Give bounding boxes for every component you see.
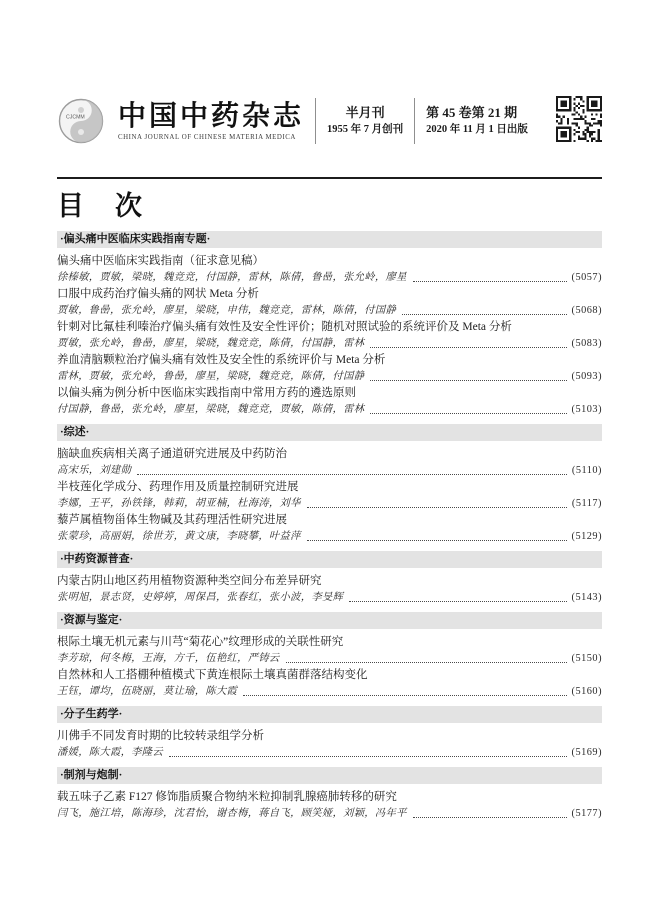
masthead-divider <box>315 98 316 144</box>
article-meta-row <box>57 270 602 287</box>
article-authors: 张明旭，景志贤，史婷婷，周保昌，张春红，张小波，李旻辉 <box>57 591 344 603</box>
dot-leader <box>237 684 571 701</box>
section-header-bar <box>57 706 602 723</box>
article-authors: 徐榛敏，贾敏，梁晓，魏竞竞，付国静，雷林，陈倩，鲁喦，张允岭，廖星 <box>57 271 407 283</box>
article-title: 偏头痛中医临床实践指南（征求意见稿） <box>57 255 264 267</box>
journal-title-en: CHINA JOURNAL OF CHINESE MATERIA MEDICA <box>118 133 296 141</box>
dot-leader <box>163 745 572 762</box>
article-meta-row <box>57 745 602 762</box>
dot-leader <box>407 270 572 287</box>
section-header-bar <box>57 231 602 248</box>
article-title: 载五味子乙素 F127 修饰脂质聚合物纳米粒抑制乳腺癌肺转移的研究 <box>57 791 397 803</box>
article-title: 内蒙古阴山地区药用植物资源种类空间分布差异研究 <box>57 575 322 587</box>
article-page-number: (5169) <box>571 746 602 758</box>
article-page-number: (5103) <box>571 403 602 415</box>
toc-section <box>57 551 602 606</box>
article-title: 根际土壤无机元素与川芎“菊花心”纹理形成的关联性研究 <box>57 636 344 648</box>
toc-section <box>57 424 602 545</box>
toc-entry <box>57 352 602 385</box>
toc-section <box>57 231 602 418</box>
article-page-number: (5177) <box>571 807 602 819</box>
article-meta-row <box>57 369 602 386</box>
dot-leader <box>396 303 571 320</box>
frequency-block <box>327 104 403 138</box>
article-title: 脑缺血疾病相关离子通道研究进展及中药防治 <box>57 448 287 460</box>
article-meta-row <box>57 590 602 607</box>
section-label: ·偏头痛中医临床实践指南专题· <box>60 233 211 245</box>
article-meta-row <box>57 402 602 419</box>
article-authors: 高宋乐，刘建勋 <box>57 464 132 476</box>
article-page-number: (5083) <box>571 337 602 349</box>
section-entries <box>57 634 602 700</box>
section-header-bar <box>57 424 602 441</box>
article-authors: 付国静，鲁喦，张允岭，廖星，梁晓，魏竞竞，贾敏，陈倩，雷林 <box>57 403 365 415</box>
frequency-label: 半月刊 <box>345 105 385 120</box>
section-entries <box>57 728 602 761</box>
section-entries <box>57 253 602 418</box>
article-title: 川佛手不同发育时期的比较转录组学分析 <box>57 730 264 742</box>
dot-leader <box>364 402 571 419</box>
article-authors: 李娜，王平，孙铁锋，韩莉，胡亚楠，杜海涛，刘华 <box>57 497 301 509</box>
section-label: ·制剂与炮制· <box>60 769 123 781</box>
toc-entry <box>57 789 602 822</box>
dot-leader <box>343 590 571 607</box>
toc-entry <box>57 634 602 667</box>
dot-leader <box>364 336 571 353</box>
section-label: ·中药资源普查· <box>60 553 134 565</box>
toc-entry <box>57 253 602 286</box>
journal-logo-yinyang-icon <box>57 97 105 145</box>
toc-entry <box>57 573 602 606</box>
section-entries <box>57 573 602 606</box>
article-authors: 张蒙珍，高丽娟，徐世芳，黄文康，李晓攀，叶益萍 <box>57 530 301 542</box>
article-page-number: (5150) <box>571 652 602 664</box>
article-title: 养血清脑颗粒治疗偏头痛有效性及安全性的系统评价与 Meta 分析 <box>57 354 386 366</box>
issue-block <box>426 104 528 138</box>
masthead-divider <box>414 98 415 144</box>
article-page-number: (5093) <box>571 370 602 382</box>
article-meta-row <box>57 496 602 513</box>
toc-entry <box>57 385 602 418</box>
article-page-number: (5129) <box>571 530 602 542</box>
article-page-number: (5143) <box>571 591 602 603</box>
article-page-number: (5068) <box>571 304 602 316</box>
article-title: 针刺对比氟桂利嗪治疗偏头痛有效性及安全性评价；随机对照试验的系统评价及 Meta 分析 <box>57 321 512 333</box>
issue-label: 第 45 卷第 21 期 <box>426 105 518 120</box>
logo-text: CJCMM <box>66 114 85 121</box>
article-page-number: (5117) <box>571 497 602 509</box>
article-meta-row <box>57 806 602 823</box>
toc-heading: 目 次 <box>57 191 144 221</box>
article-meta-row <box>57 336 602 353</box>
section-label: ·资源与鉴定· <box>60 614 123 626</box>
toc-entry <box>57 667 602 700</box>
article-authors: 闫飞，施江培，陈海珍，沈君怡，谢杏梅，蒋自飞，顾笑娅，刘颖，冯年平 <box>57 807 407 819</box>
article-title: 以偏头痛为例分析中医临床实践指南中常用方药的遴选原则 <box>57 387 356 399</box>
section-label: ·分子生药学· <box>60 708 123 720</box>
dot-leader <box>407 806 572 823</box>
section-entries <box>57 789 602 822</box>
article-title: 自然林和人工搭棚种植模式下黄连根际土壤真菌群落结构变化 <box>57 669 368 681</box>
toc-entry <box>57 728 602 761</box>
article-authors: 雷林，贾敏，张允岭，鲁喦，廖星，梁晓，魏竞竞，陈倩，付国静 <box>57 370 365 382</box>
toc-section <box>57 767 602 822</box>
pub-date-label: 2020 年 11 月 1 日出版 <box>426 124 528 135</box>
article-page-number: (5057) <box>571 271 602 283</box>
toc-section <box>57 612 602 700</box>
article-page-number: (5110) <box>571 464 602 476</box>
dot-leader <box>280 651 572 668</box>
article-meta-row <box>57 651 602 668</box>
qr-code <box>556 96 602 142</box>
section-header-bar <box>57 767 602 784</box>
masthead <box>57 94 602 148</box>
section-header-bar <box>57 612 602 629</box>
toc-entry <box>57 286 602 319</box>
article-authors: 潘媛，陈大霞，李隆云 <box>57 746 163 758</box>
dot-leader <box>301 496 572 513</box>
toc-entry <box>57 512 602 545</box>
journal-title-block <box>118 102 304 141</box>
toc-entry <box>57 319 602 352</box>
toc-entry <box>57 446 602 479</box>
journal-title-cn: 中国中药杂志 <box>118 100 305 132</box>
journal-toc-page <box>0 94 660 902</box>
article-meta-row <box>57 529 602 546</box>
article-authors: 贾敏，张允岭，鲁喦，廖星，梁晓，魏竞竞，陈倩，付国静，雷林 <box>57 337 365 349</box>
section-header-bar <box>57 551 602 568</box>
article-meta-row <box>57 303 602 320</box>
toc-entry <box>57 479 602 512</box>
article-authors: 王钰，谭均，伍晓丽，莫让瑜，陈大霞 <box>57 685 238 697</box>
dot-leader <box>301 529 572 546</box>
section-entries <box>57 446 602 545</box>
toc-sections <box>57 231 602 822</box>
toc-section <box>57 706 602 761</box>
founded-label: 1955 年 7 月创刊 <box>327 124 404 135</box>
section-label: ·综述· <box>60 426 90 438</box>
article-title: 藜芦属植物甾体生物碱及其药理活性研究进展 <box>57 514 287 526</box>
article-authors: 贾敏，鲁喦，张允岭，廖星，梁晓，申伟，魏竞竞，雷林，陈倩，付国静 <box>57 304 397 316</box>
article-authors: 李芳琼，何冬梅，王海，方千，伍艳红，严铸云 <box>57 652 280 664</box>
article-meta-row <box>57 463 602 480</box>
dot-leader <box>131 463 572 480</box>
article-page-number: (5160) <box>571 685 602 697</box>
dot-leader <box>364 369 571 386</box>
header-rule <box>57 177 602 179</box>
article-meta-row <box>57 684 602 701</box>
article-title: 口服中成药治疗偏头痛的网状 Meta 分析 <box>57 288 259 300</box>
article-title: 半枝莲化学成分、药理作用及质量控制研究进展 <box>57 481 299 493</box>
